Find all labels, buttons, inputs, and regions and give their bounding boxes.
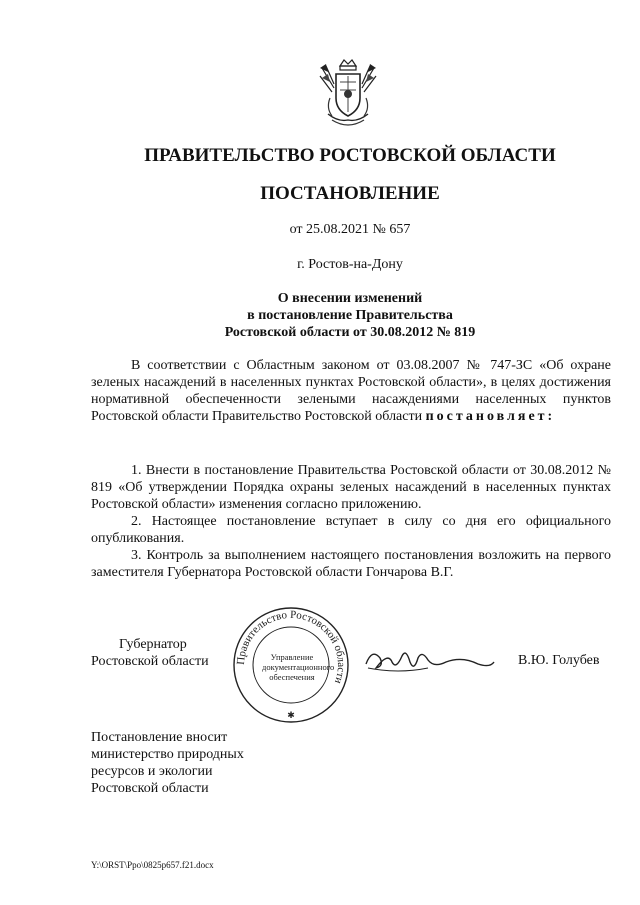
file-path: Y:\ORST\Ppo\0825p657.f21.docx [91, 860, 214, 870]
stamp-ring-text: Правительство Ростовской области [234, 608, 348, 686]
submitted-by [91, 729, 244, 797]
date-number: от 25.08.2021 № 657 [289, 222, 411, 237]
document-subject [0, 290, 640, 341]
handwritten-signature-icon [358, 638, 498, 678]
list-item: 1. Внести в постановление Правительства Ростовской области от 30.08.2012 № 819 «Об утверждении Порядка охраны зеленых насаждений в населенных пунктах Ростовской области» изменения согласно приложению. [91, 463, 611, 512]
submitted-by-line: министерство природных [91, 747, 244, 762]
resolves-word: постановляет: [425, 409, 556, 424]
list-item: 2. Настоящее постановление вступает в силу со дня его официального опубликования. [91, 514, 611, 546]
submitted-by-line: Ростовской области [91, 781, 209, 796]
document-type-title: ПОСТАНОВЛЕНИЕ [260, 183, 440, 204]
stamp-inner-line: обеспечения [269, 672, 315, 682]
subject-line: О внесении изменений [277, 291, 423, 306]
stamp-inner-text [262, 652, 335, 682]
subject-line: в постановление Правительства [247, 308, 453, 323]
preamble-text: В соответствии с Областным законом от 03.08.2007 № 747-ЗС «Об охране зеленых насаждений в населенных пунктах Ростовской области», в целях достижения нормативной обеспеченности зелеными насаждениями населенных пунктов Ростовской области Правительство Ростовской области [91, 358, 611, 424]
preamble-paragraph [91, 357, 611, 425]
coat-of-arms-icon [318, 58, 378, 130]
stamp-inner-line: документационного [262, 662, 335, 672]
subject-line: Ростовской области от 30.08.2012 № 819 [224, 325, 476, 340]
list-item: 3. Контроль за выполнением настоящего постановления возложить на первого заместителя Губернатора Ростовской области Гончарова В.Г. [91, 548, 611, 580]
signatory-name: В.Ю. Голубев [518, 653, 600, 668]
government-title: ПРАВИТЕЛЬСТВО РОСТОВСКОЙ ОБЛАСТИ [144, 145, 556, 166]
submitted-by-line: ресурсов и экологии [91, 764, 213, 779]
signatory-title [91, 636, 209, 670]
items-list [91, 462, 611, 581]
city: г. Ростов-на-Дону [297, 257, 403, 272]
signatory-title-line: Ростовской области [91, 654, 209, 669]
stamp-inner-line: Управление [270, 652, 314, 662]
submitted-by-line: Постановление вносит [91, 730, 228, 745]
svg-text:✱: ✱ [287, 710, 295, 720]
signatory-title-line: Губернатор [119, 637, 187, 652]
